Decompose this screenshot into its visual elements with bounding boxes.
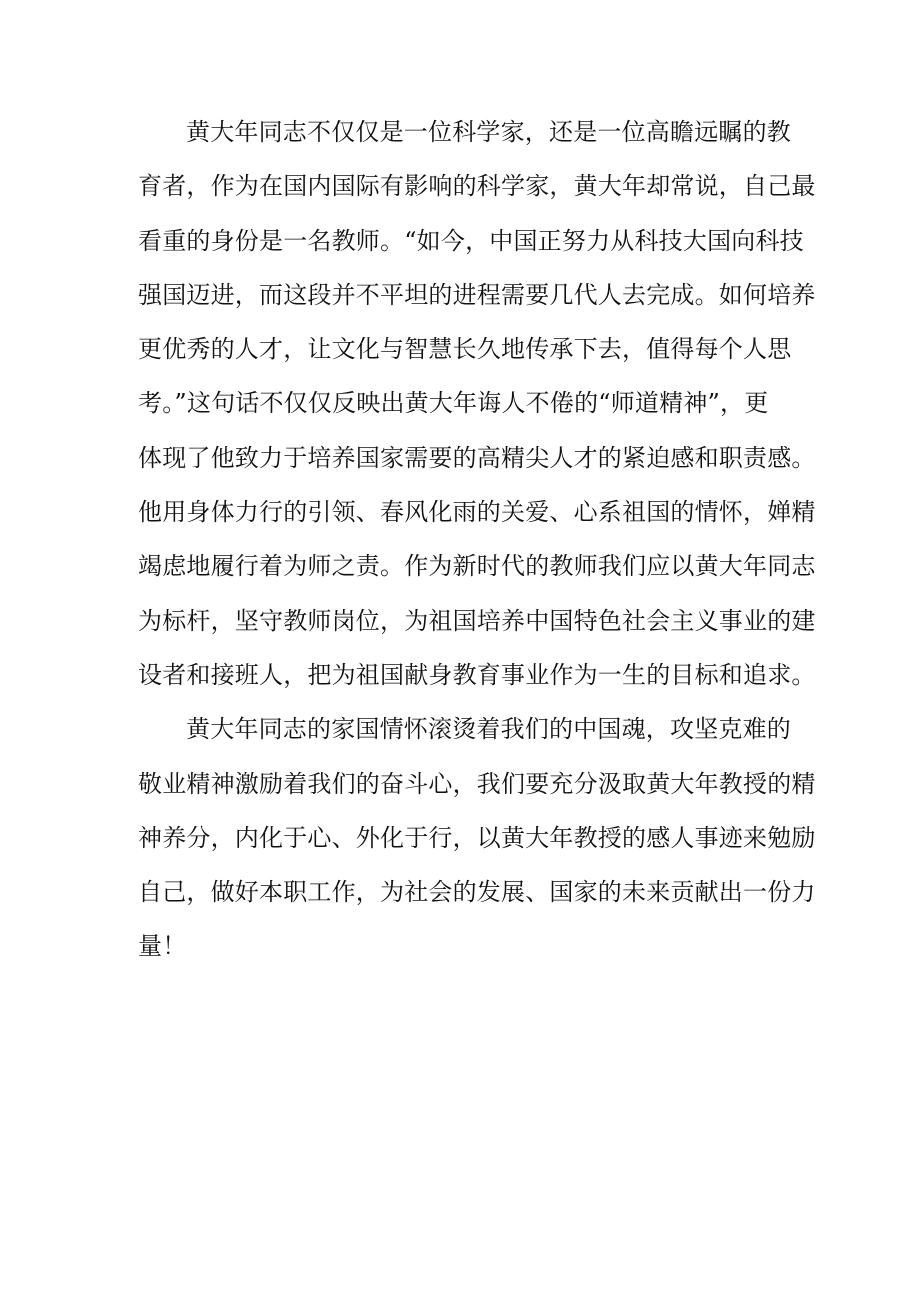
paragraph-line: 体现了他致力于培养国家需要的高精尖人才的紧迫感和职责感。 [138,443,816,472]
paragraph-line: 黄大年同志的家国情怀滚烫着我们的中国魂，攻坚克难的 [186,715,791,744]
paragraph-line: 他用身体力行的引领、春风化雨的关爱、心系祖国的情怀，婵精 [138,498,816,527]
paragraph-line: 敬业精神激励着我们的奋斗心，我们要充分汲取黄大年教授的精 [138,769,816,798]
paragraph-line: 黄大年同志不仅仅是一位科学家，还是一位高瞻远瞩的教 [186,118,791,146]
paragraph-line: 竭虑地履行着为师之责。作为新时代的教师我们应以黄大年同志 [138,552,816,581]
paragraph-line: 更优秀的人才，让文化与智慧长久地传承下去，值得每个人思 [138,335,792,364]
paragraph-line: 育者，作为在国内国际有影响的科学家，黄大年却常说，自己最 [138,172,816,201]
paragraph-1 [138,112,816,709]
paragraph-line: 考。”这句话不仅仅反映出黄大年诲人不倦的“师道精神”，更 [138,389,769,418]
paragraph-2 [138,709,816,980]
paragraph-line: 自己，做好本职工作，为社会的发展、国家的未来贡献出一份力 [138,878,816,907]
paragraph-line: 设者和接班人，把为祖国献身教育事业作为一生的目标和追求。 [138,660,816,689]
paragraph-line: 神养分，内化于心、外化于行，以黄大年教授的感人事迹来勉励 [138,823,816,852]
paragraph-line: 为标杆，坚守教师岗位，为祖国培养中国特色社会主义事业的建 [138,606,816,635]
body-text [138,112,816,981]
paragraph-line: 看重的身份是一名教师。“如今，中国正努力从科技大国向科技 [138,226,804,255]
paragraph-line: 强国迈进，而这段并不平坦的进程需要几代人去完成。如何培养 [138,280,816,309]
paragraph-line: 量！ [138,932,187,961]
